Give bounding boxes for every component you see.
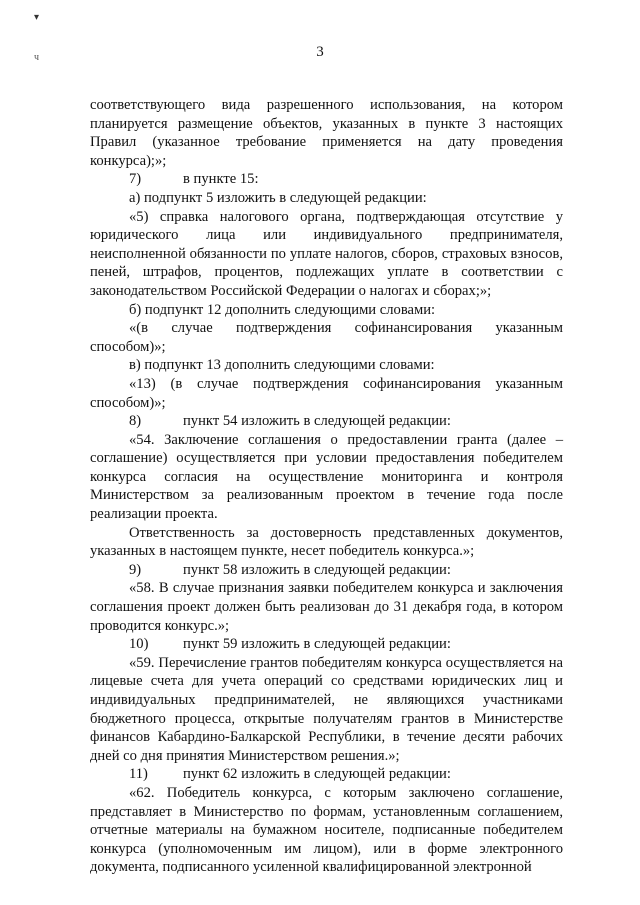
paragraph: б) подпункт 12 дополнить следующими словами: <box>129 301 436 318</box>
margin-mark: ▾ <box>34 12 40 23</box>
item-number: 9) <box>129 561 142 578</box>
list-item <box>90 765 563 784</box>
page-number: 3 <box>316 44 324 60</box>
paragraph: Ответственность за достоверность представленных документов, указанных в настоящем пункте, несет победитель конкурса.»; <box>90 524 563 560</box>
document-body <box>90 96 563 877</box>
paragraph: «59. Перечисление грантов победителям конкурса осуществляется на лицевые счета для учета операций со средствами юридических лиц и индивидуальных предпринимателей, не являющихся участниками бюджетного процесса, открытые получателям грантов в Министерстве финансов Кабардино-Балкарской Республики, в течение десяти рабочих дней со дня принятия Министерством решения.»; <box>90 654 563 764</box>
item-text: пункт 54 изложить в следующей редакции: <box>183 413 451 430</box>
paragraph: «62. Победитель конкурса, с которым заключено соглашение, представляет в Министерство по формам, установленным соглашением, отчетные материалы на бумажном носителе, подписанные победителем конкурса (уполномоченным им лицом), или в форме электронного документа, подписанного усиленной квалифицированной электронной <box>90 784 563 876</box>
paragraph: «(в случае подтверждения софинансирования указанным способом)»; <box>90 320 563 355</box>
item-number: 7) <box>129 171 142 188</box>
list-item <box>90 412 563 431</box>
paragraph: соответствующего вида разрешенного использования, на котором планируется размещение объектов, указанных в пункте 3 настоящих Правил (указанное требование применяется на дату проведения конкурса);»; <box>90 97 563 169</box>
paragraph: «13) (в случае подтверждения софинансирования указанным способом)»; <box>90 375 563 411</box>
item-number: 10) <box>129 636 149 653</box>
paragraph: в) подпункт 13 дополнить следующими словами: <box>129 357 435 374</box>
list-item <box>90 170 563 189</box>
item-number: 11) <box>129 766 148 783</box>
item-text: в пункте 15: <box>183 171 259 188</box>
item-text: пункт 58 изложить в следующей редакции: <box>183 561 451 578</box>
paragraph: «58. В случае признания заявки победителем конкурса и заключения соглашения проект должен быть реализован до 31 декабря года, в котором проводится конкурс.»; <box>90 580 563 634</box>
item-text: пункт 62 изложить в следующей редакции: <box>183 766 451 783</box>
paragraph: «54. Заключение соглашения о предоставлении гранта (далее – соглашение) осуществляется при условии предоставления победителем конкурса согласия на осуществление мониторинга и контроля Министерством за реализованным проектом в течение года после реализации проекта. <box>90 431 563 523</box>
item-number: 8) <box>129 413 142 430</box>
margin-mark: ч <box>34 52 40 63</box>
paragraph: «5) справка налогового органа, подтверждающая отсутствие у юридического лица или индивидуального предпринимателя, неисполненной обязанности по уплате налогов, сборов, страховых взносов, пеней, штрафов, процентов, подлежащих уплате в соответствии с законодательством Российской Федерации о налогах и сборах;»; <box>90 208 563 299</box>
item-text: пункт 59 изложить в следующей редакции: <box>183 636 451 653</box>
list-item <box>90 561 563 580</box>
list-item <box>90 635 563 654</box>
paragraph: а) подпункт 5 изложить в следующей редакции: <box>129 189 427 206</box>
